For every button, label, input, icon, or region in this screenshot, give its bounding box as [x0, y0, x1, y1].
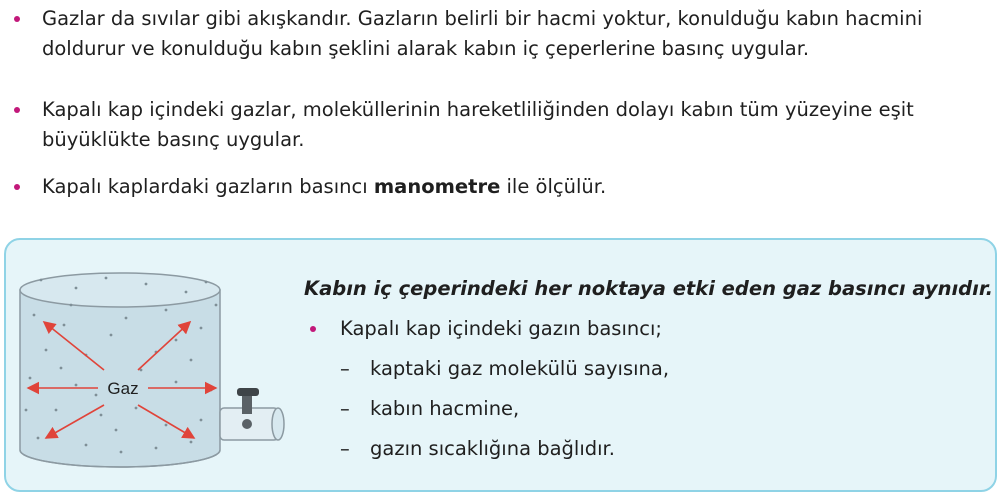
dash-item-text: kaptaki gaz molekülü sayısına,: [370, 357, 670, 380]
bullet-text: Gazlar da sıvılar gibi akışkandır. Gazların belirli bir hacmi yoktur, konulduğu kabın hacmini doldurur ve konulduğu kabın şeklini alarak kabın iç çeperlerine basınç uygular.: [42, 7, 923, 60]
bullet-dot: [14, 107, 20, 113]
bullet-dot: [310, 326, 316, 332]
dash-marker: –: [340, 397, 350, 420]
bullet-text-before: Kapalı kaplardaki gazların basıncı: [42, 175, 374, 198]
dash-item-temperature: [340, 436, 615, 462]
dash-marker: –: [340, 437, 350, 460]
dash-item-volume: [340, 396, 519, 422]
dash-marker: –: [340, 357, 350, 380]
infobox-bullet-text: Kapalı kap içindeki gazın basıncı;: [340, 317, 662, 340]
valve-icon: [220, 388, 284, 440]
dash-item-text: gazın sıcaklığına bağlıdır.: [370, 437, 615, 460]
bullet-text-emphasis: manometre: [373, 175, 501, 198]
bullet-dot: [14, 184, 20, 190]
gas-container-figure: [16, 260, 291, 475]
info-box: [4, 238, 997, 492]
bullet-text: Kapalı kap içindeki gazlar, moleküllerinin hareketliliğinden dolayı kabın tüm yüzeyine eşit büyüklükte basınç uygular.: [42, 98, 914, 151]
figure-label-gas: Gaz: [107, 379, 139, 398]
container-top-rim: [20, 273, 220, 307]
dash-item-molecule-count: [340, 356, 669, 382]
infobox-title: Kabın iç çeperindeki her noktaya etki eden gaz basıncı aynıdır.: [304, 277, 994, 300]
bullet-item-equal-pressure: [8, 95, 998, 155]
bullet-text-after: ile ölçülür.: [500, 175, 607, 198]
bullet-item-gas-fluid: [8, 4, 998, 64]
bullet-dot: [14, 16, 20, 22]
bullet-item-manometer: [8, 172, 606, 202]
dash-item-text: kabın hacmine,: [370, 397, 520, 420]
